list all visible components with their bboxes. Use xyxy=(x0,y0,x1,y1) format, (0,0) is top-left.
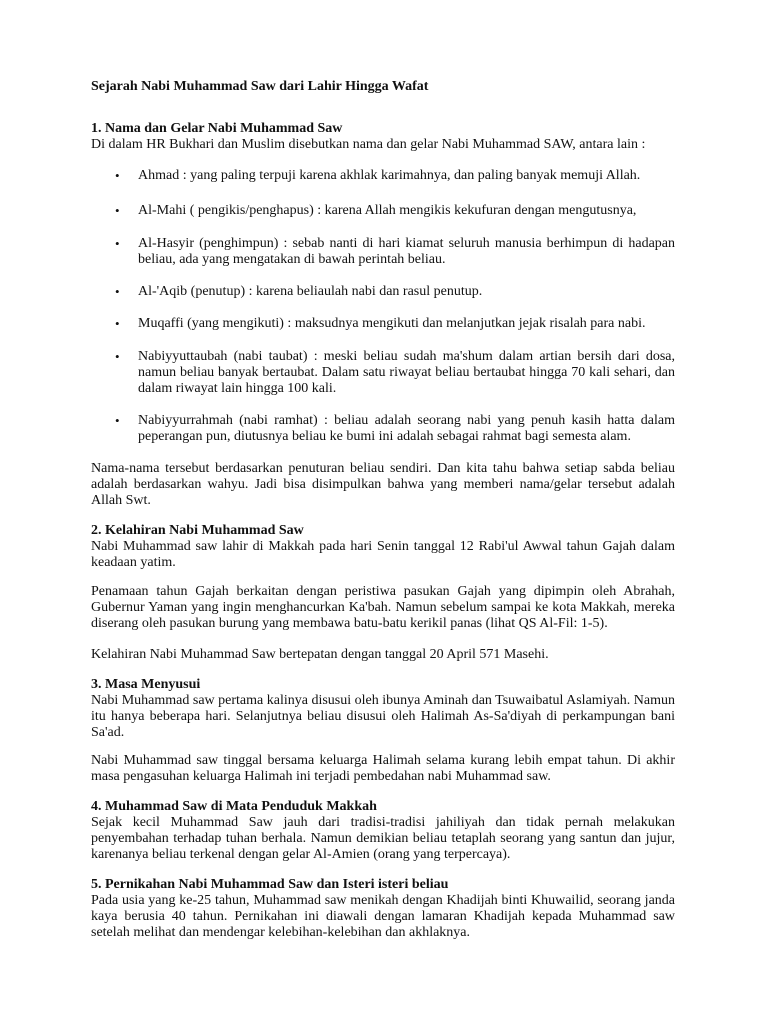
bullet-icon: • xyxy=(115,203,120,218)
bullet-icon: • xyxy=(115,168,120,183)
list-item-nabiyyurrahmah: Nabiyyurrahmah (nabi ramhat) : beliau adalah seorang nabi yang penuh kasih hatta dalam peperangan pun, diutusnya beliau ke bumi ini adalah sebagai rahmat bagi semesta alam. xyxy=(138,413,675,444)
section-5-heading: 5. Pernikahan Nabi Muhammad Saw dan Isteri isteri beliau xyxy=(91,877,449,892)
section-1-intro: Di dalam HR Bukhari dan Muslim disebutkan nama dan gelar Nabi Muhammad SAW, antara lain : xyxy=(91,137,646,152)
bullet-icon: • xyxy=(115,284,120,299)
document-title: Sejarah Nabi Muhammad Saw dari Lahir Hingga Wafat xyxy=(91,79,429,94)
section-2-heading: 2. Kelahiran Nabi Muhammad Saw xyxy=(91,523,304,538)
section-1-heading: 1. Nama dan Gelar Nabi Muhammad Saw xyxy=(91,121,343,136)
list-item-nabiyyuttaubah: Nabiyyuttaubah (nabi taubat) : meski beliau sudah ma'shum dalam artian bersih dari dosa, namun beliau banyak bertaubat. Dalam satu riwayat beliau bertaubat hingga 70 kali sehari, dan dalam riwayat lain hingga 100 kali. xyxy=(138,349,675,396)
section-4-paragraph: Sejak kecil Muhammad Saw jauh dari tradisi-tradisi jahiliyah dan tidak pernah melakukan penyembahan terhadap tuhan berhala. Namun demikian beliau tetaplah seorang yang santun dan jujur, karenanya beliau terkenal dengan gelar Al-Amien (orang yang terpercaya). xyxy=(91,815,675,862)
bullet-icon: • xyxy=(115,349,120,364)
list-item-al-mahi: Al-Mahi ( pengikis/penghapus) : karena Allah mengikis kekufuran dengan mengutusnya, xyxy=(138,203,637,218)
section-1-outro: Nama-nama tersebut berdasarkan penuturan beliau sendiri. Dan kita tahu bahwa setiap sabda beliau adalah berdasarkan wahyu. Jadi bisa disimpulkan bahwa yang memberi nama/gelar tersebut adalah Allah Swt. xyxy=(91,461,675,508)
list-item-al-aqib: Al-'Aqib (penutup) : karena beliaulah nabi dan rasul penutup. xyxy=(138,284,483,299)
list-item-al-hasyir: Al-Hasyir (penghimpun) : sebab nanti di hari kiamat seluruh manusia berhimpun di hadapan beliau, ada yang mengatakan di bawah perintah beliau. xyxy=(138,236,675,267)
section-2-paragraph: Penamaan tahun Gajah berkaitan dengan peristiwa pasukan Gajah yang dipimpin oleh Abrahah, Gubernur Yaman yang ingin menghancurkan Ka'bah. Namun sebelum sampai ke kota Makkah, mereka diserang oleh pasukan burung yang membawa batu-batu kerikil panas (lihat QS Al-Fil: 1-5). xyxy=(91,584,675,631)
bullet-icon: • xyxy=(115,316,120,331)
list-item-ahmad: Ahmad : yang paling terpuji karena akhlak karimahnya, dan paling banyak memuji Allah. xyxy=(138,168,641,183)
bullet-icon: • xyxy=(115,236,120,251)
section-2-paragraph: Kelahiran Nabi Muhammad Saw bertepatan dengan tanggal 20 April 571 Masehi. xyxy=(91,647,549,662)
section-3-heading: 3. Masa Menyusui xyxy=(91,677,201,692)
section-2-paragraph: Nabi Muhammad saw lahir di Makkah pada hari Senin tanggal 12 Rabi'ul Awwal tahun Gajah dalam keadaan yatim. xyxy=(91,539,675,570)
section-5-paragraph: Pada usia yang ke-25 tahun, Muhammad saw menikah dengan Khadijah binti Khuwailid, seorang janda kaya berusia 40 tahun. Pernikahan ini diawali dengan lamaran Khadijah kepada Muhammad saw setelah melihat dan mendengar kelebihan-kelebihan dan akhlaknya. xyxy=(91,893,675,940)
section-3-paragraph: Nabi Muhammad saw tinggal bersama keluarga Halimah selama kurang lebih empat tahun. Di akhir masa pengasuhan keluarga Halimah ini terjadi pembedahan nabi Muhammad saw. xyxy=(91,753,675,784)
section-3-paragraph: Nabi Muhammad saw pertama kalinya disusui oleh ibunya Aminah dan Tsuwaibatul Aslamiyah. Namun itu hanya beberapa hari. Selanjutnya beliau disusui oleh Halimah As-Sa'diyah di perkampungan bani Sa'ad. xyxy=(91,693,675,740)
list-item-muqaffi: Muqaffi (yang mengikuti) : maksudnya mengikuti dan melanjutkan jejak risalah para nabi. xyxy=(138,316,646,331)
bullet-icon: • xyxy=(115,413,120,428)
section-4-heading: 4. Muhammad Saw di Mata Penduduk Makkah xyxy=(91,799,377,814)
